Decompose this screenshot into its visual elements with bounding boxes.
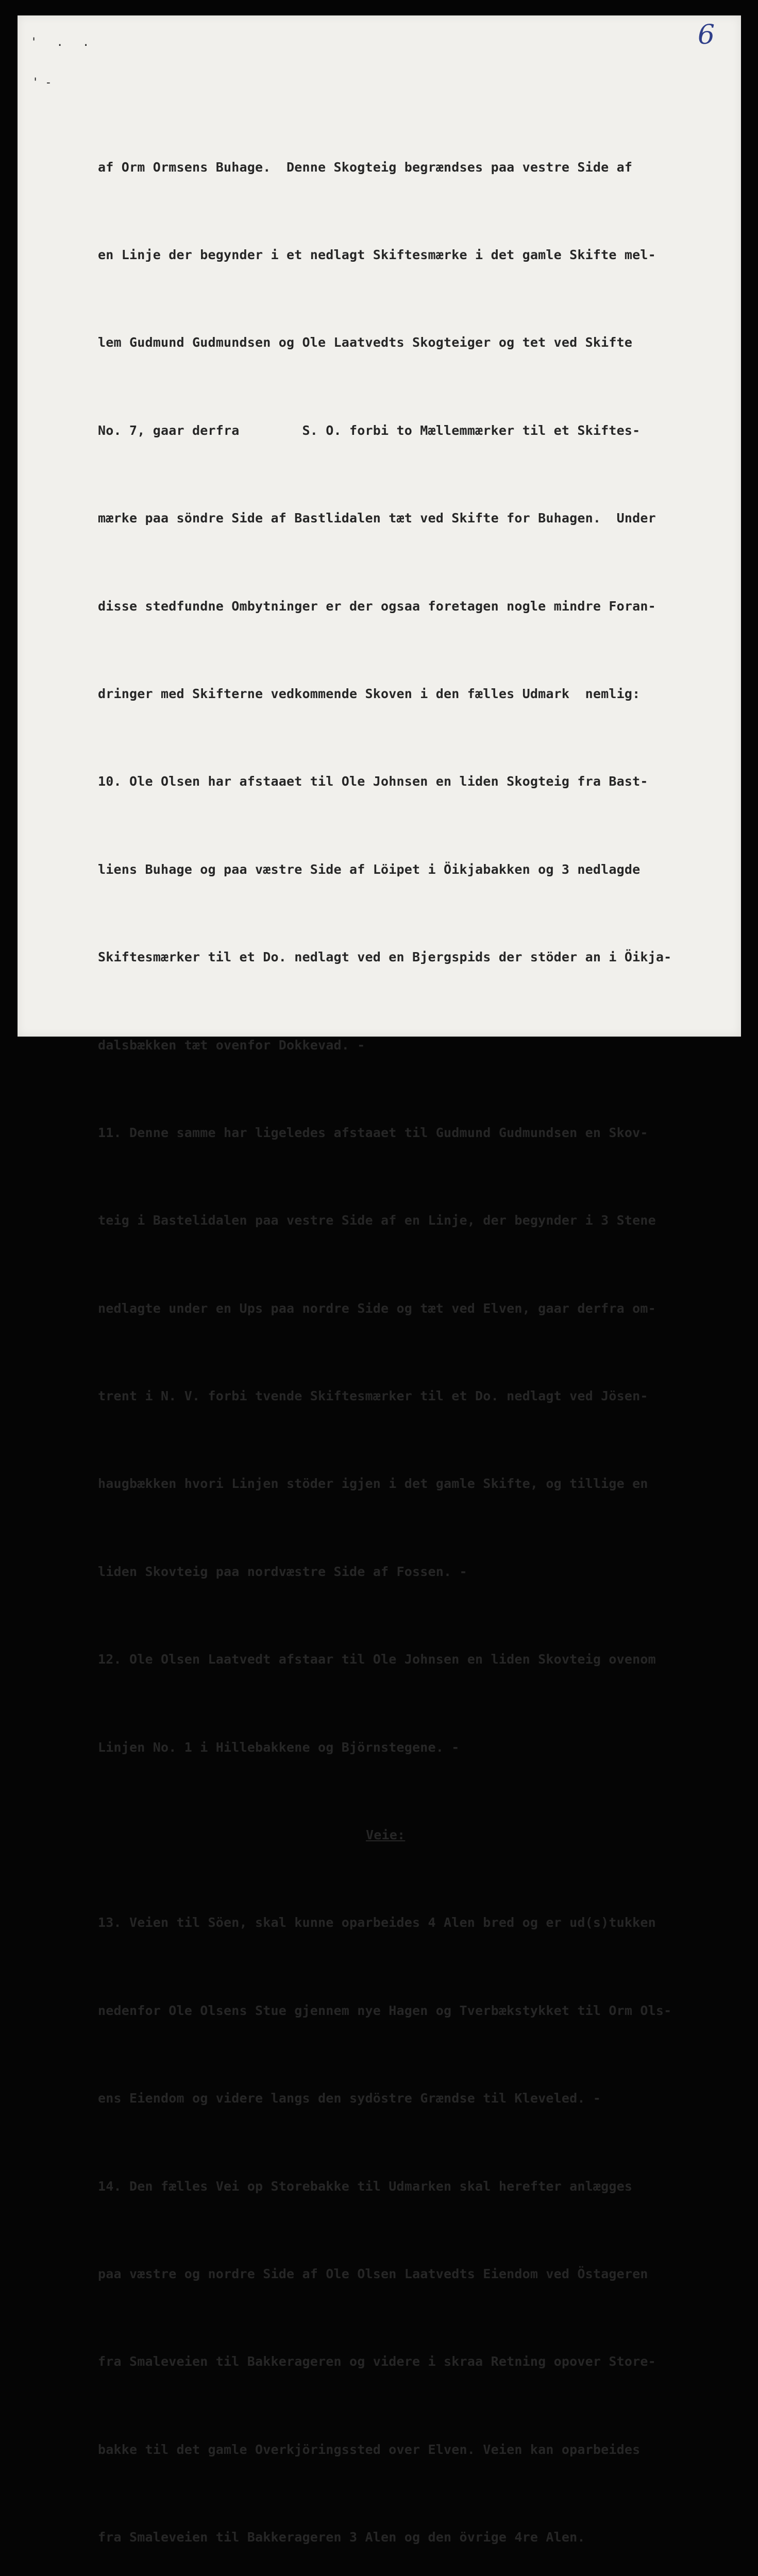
text-line: haugbækken hvori Linjen stöder igjen i det gamle Skifte, og tillige en [98,1476,648,1492]
text-line: liens Buhage og paa væstre Side af Löipet i Öikjabakken og 3 nedlagde [98,861,641,877]
page-number: 6 [698,20,715,50]
text-line: liden Skovteig paa nordvæstre Side af Fossen. - [98,1564,467,1579]
text-line: dalsbækken tæt ovenfor Dokkevad. - [98,1037,365,1053]
text-line: fra Smaleveien til Bakkerageren og videre i skraa Retning opover Store- [98,2354,656,2369]
text-line: 11. Denne samme har ligeledes afstaaet til Gudmund Gudmundsen en Skov- [98,1125,648,1140]
text-line: teig i Bastelidalen paa vestre Side af en Linje, der begynder i 3 Stene [98,1213,656,1228]
text-line: No. 7, gaar derfra S. O. forbi to Mællemmærker til et Skiftes- [98,422,641,438]
text-line: mærke paa söndre Side af Bastlidalen tæt ved Skifte for Buhagen. Under [98,511,656,526]
margin-marks-left: '- [32,76,58,89]
text-line: dringer med Skifterne vedkommende Skoven i den fælles Udmark nemlig: [98,686,641,701]
text-line: nedlagte under en Ups paa nordre Side og tæt ved Elven, gaar derfra om- [98,1300,656,1316]
text-line: af Orm Ormsens Buhage. Denne Skogteig begrændses paa vestre Side af [98,159,633,175]
text-line: lem Gudmund Gudmundsen og Ole Laatvedts Skogteiger og tet ved Skifte [98,335,633,350]
text-line: ens Eiendom og videre langs den sydöstre Grændse til Kleveled. - [98,2091,601,2106]
typed-text-body [98,94,671,2576]
text-line: en Linje der begynder i et nedlagt Skiftesmærke i det gamle Skifte mel- [98,247,656,262]
text-line: 12. Ole Olsen Laatvedt afstaar til Ole Johnsen en liden Skovteig ovenom [98,1652,656,1667]
margin-marks-top: ' . . [30,36,96,49]
text-line: bakke til det gamle Overkjöringssted over Elven. Veien kan oparbeides [98,2442,641,2457]
text-line: Skiftesmærker til et Do. nedlagt ved en Bjergspids der stöder an i Öikja- [98,950,672,965]
text-line: fra Smaleveien til Bakkerageren 3 Alen og den övrige 4re Alen. [98,2530,585,2545]
text-line: 13. Veien til Söen, skal kunne oparbeides 4 Alen bred og er ud(s)tukken [98,1915,656,1930]
text-line: 10. Ole Olsen har afstaaet til Ole Johnsen en liden Skogteig fra Bast- [98,774,648,789]
text-line: trent i N. V. forbi tvende Skiftesmærker til et Do. nedlagt ved Jösen- [98,1388,648,1404]
text-line: nedenfor Ole Olsens Stue gjennem nye Hagen og Tverbækstykket til Orm Ols- [98,2003,672,2018]
text-line: paa væstre og nordre Side af Ole Olsen Laatvedts Eiendom ved Östageren [98,2266,648,2281]
document-page [18,15,741,2545]
text-line: 14. Den fælles Vei op Storebakke til Udmarken skal herefter anlægges [98,2178,633,2194]
section-heading: Veie: [366,1827,406,1843]
text-line: Linjen No. 1 i Hillebakkene og Björnstegene. - [98,1739,460,1755]
text-line: disse stedfundne Ombytninger er der ogsaa foretagen nogle mindre Foran- [98,598,656,614]
